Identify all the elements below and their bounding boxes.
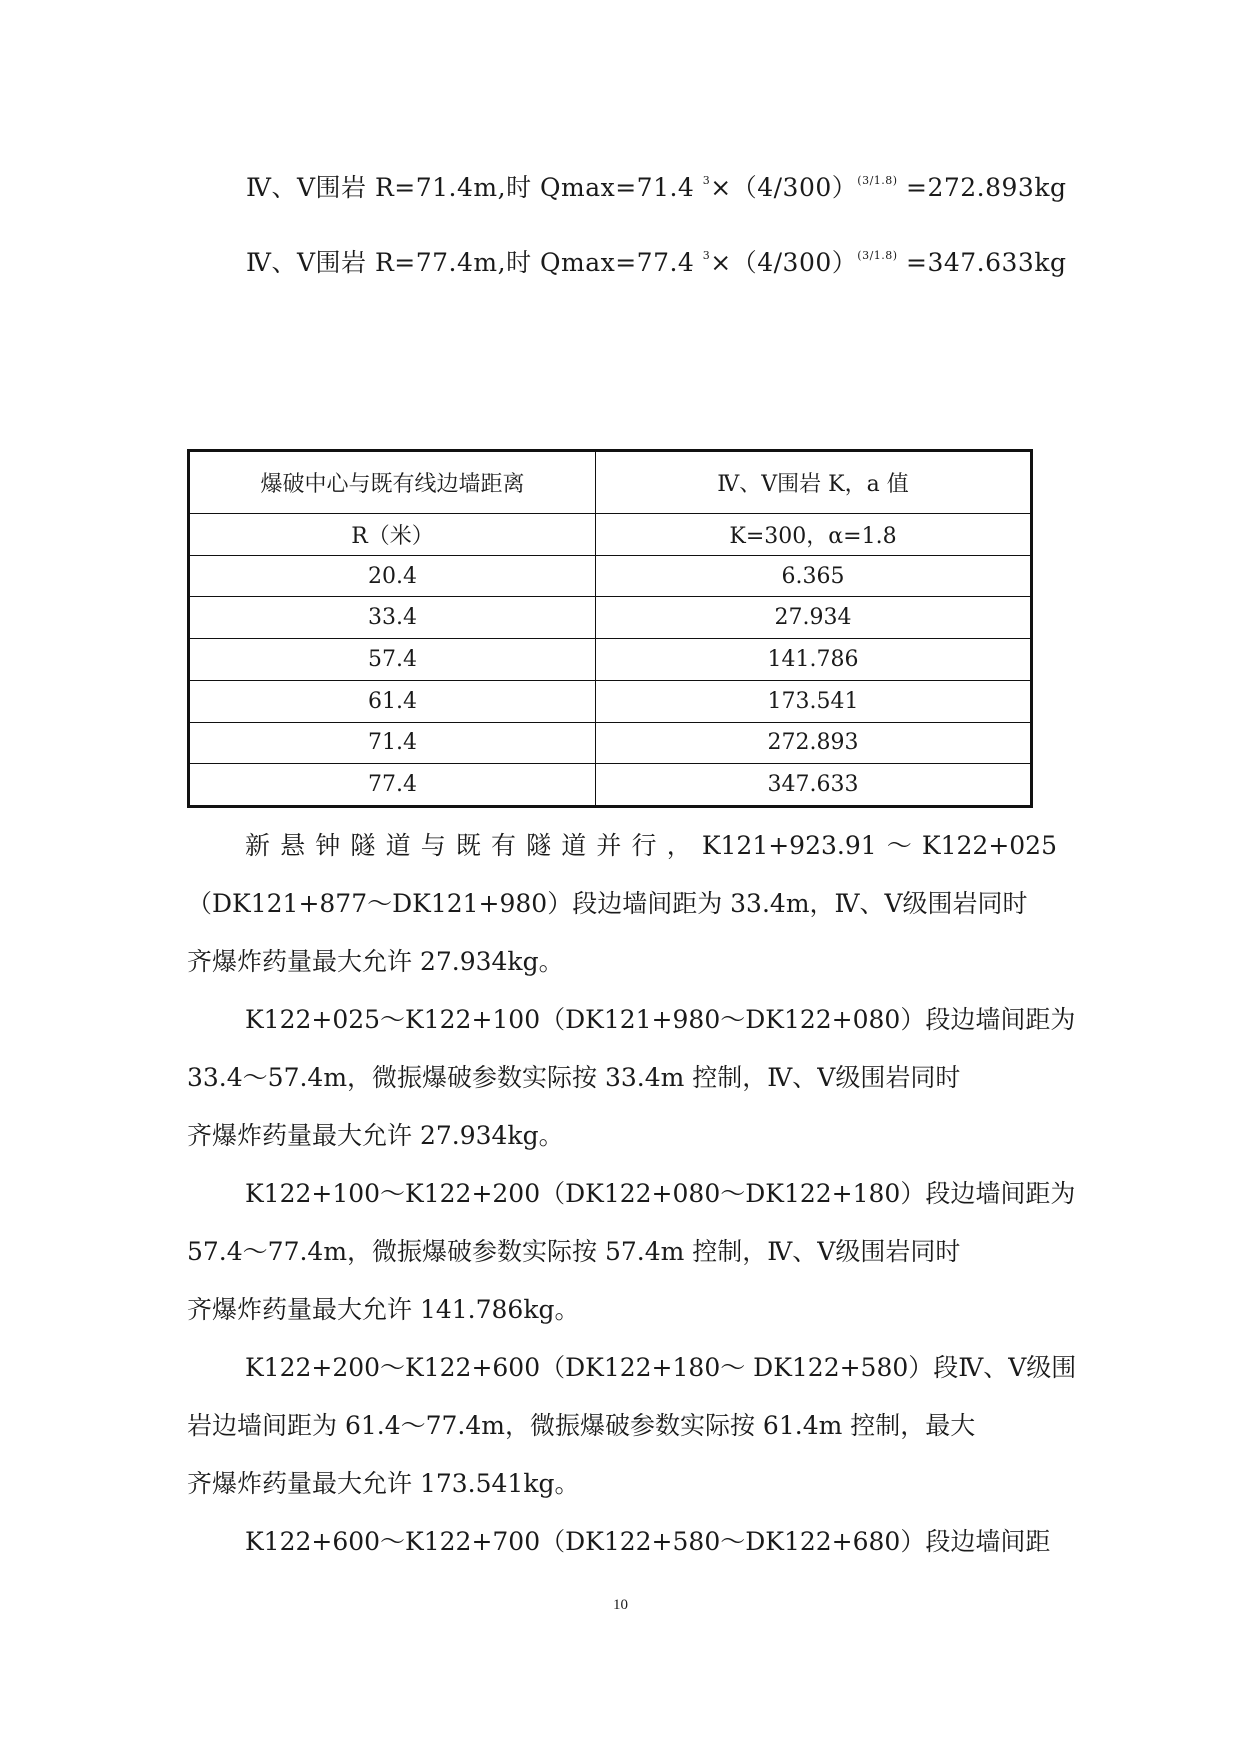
paragraph-line: 齐爆炸药量最大允许 27.934kg。 [187,1121,564,1150]
table-row [189,680,1032,722]
charge-table [187,449,1033,808]
paragraph-line: 57.4～77.4m，微振爆破参数实际按 57.4m 控制，Ⅳ、Ⅴ级围岩同时 [187,1237,961,1266]
paragraph-5 [187,1513,1057,1571]
cell-charge: 347.633 [596,764,1032,807]
page-number: 10 [613,1597,628,1613]
table-header-row [189,451,1032,514]
cell-distance: 71.4 [189,722,596,764]
paragraph-line: 33.4～57.4m，微振爆破参数实际按 33.4m 控制，Ⅳ、Ⅴ级围岩同时 [187,1063,961,1092]
paragraph-line: K122+100～K122+200（DK122+080～DK122+180）段边墙间距为 [245,1179,1076,1208]
table-row [189,639,1032,681]
formula-exponent: 3 [702,174,711,187]
formula-exponent: (3/1.8) [857,249,898,262]
formula-prefix: Ⅳ、Ⅴ围岩 R=71.4m,时 Qmax=71.4 [246,173,703,202]
formula-result: =272.893kg [897,173,1067,202]
cell-charge: 27.934 [596,597,1032,639]
formula-middle: ×（4/300） [710,173,858,202]
formula-middle: ×（4/300） [710,248,858,277]
paragraph-line: （DK121+877～DK121+980）段边墙间距为 33.4m，Ⅳ、Ⅴ级围岩同时 [187,889,1028,918]
cell-distance: 20.4 [189,555,596,597]
subheader-unit: R（米） [189,514,596,556]
paragraph-line: K122+600～K122+700（DK122+580～DK122+680）段边墙间距 [245,1527,1051,1556]
paragraph-2 [187,991,1076,1165]
paragraph-line: 岩边墙间距为 61.4～77.4m，微振爆破参数实际按 61.4m 控制，最大 [187,1411,976,1440]
cell-charge: 173.541 [596,680,1032,722]
paragraph-line: K122+025～K122+100（DK121+980～DK122+080）段边墙间距为 [245,1005,1076,1034]
cell-charge: 272.893 [596,722,1032,764]
header-distance: 爆破中心与既有线边墙距离 [189,451,596,514]
table-row [189,597,1032,639]
paragraph-line: 齐爆炸药量最大允许 141.786kg。 [187,1295,580,1324]
cell-charge: 6.365 [596,555,1032,597]
table-subheader-row [189,514,1032,556]
paragraph-4 [187,1339,1077,1513]
formula-result: =347.633kg [897,248,1067,277]
table-row [189,764,1032,807]
formula-prefix: Ⅳ、Ⅴ围岩 R=77.4m,时 Qmax=77.4 [246,248,703,277]
table-row [189,555,1032,597]
paragraph-1 [187,817,1057,991]
paragraph-line: 新悬钟隧道与既有隧道并行，K121+923.91～K122+025 [245,831,1057,860]
paragraph-line: K122+200～K122+600（DK122+180～ DK122+580）段Ⅳ、Ⅴ级围 [245,1353,1077,1382]
formula-line-2 [246,243,1086,279]
formula-exponent: (3/1.8) [857,174,898,187]
paragraph-line: 齐爆炸药量最大允许 27.934kg。 [187,947,564,976]
paragraph-line: 齐爆炸药量最大允许 173.541kg。 [187,1469,580,1498]
formula-exponent: 3 [702,249,711,262]
formula-line-1 [246,168,1086,204]
header-rock-params: Ⅳ、Ⅴ围岩 K，a 值 [596,451,1032,514]
cell-distance: 61.4 [189,680,596,722]
cell-distance: 77.4 [189,764,596,807]
subheader-params: K=300，α=1.8 [596,514,1032,556]
cell-distance: 33.4 [189,597,596,639]
table-row [189,722,1032,764]
cell-charge: 141.786 [596,639,1032,681]
cell-distance: 57.4 [189,639,596,681]
paragraph-3 [187,1165,1076,1339]
